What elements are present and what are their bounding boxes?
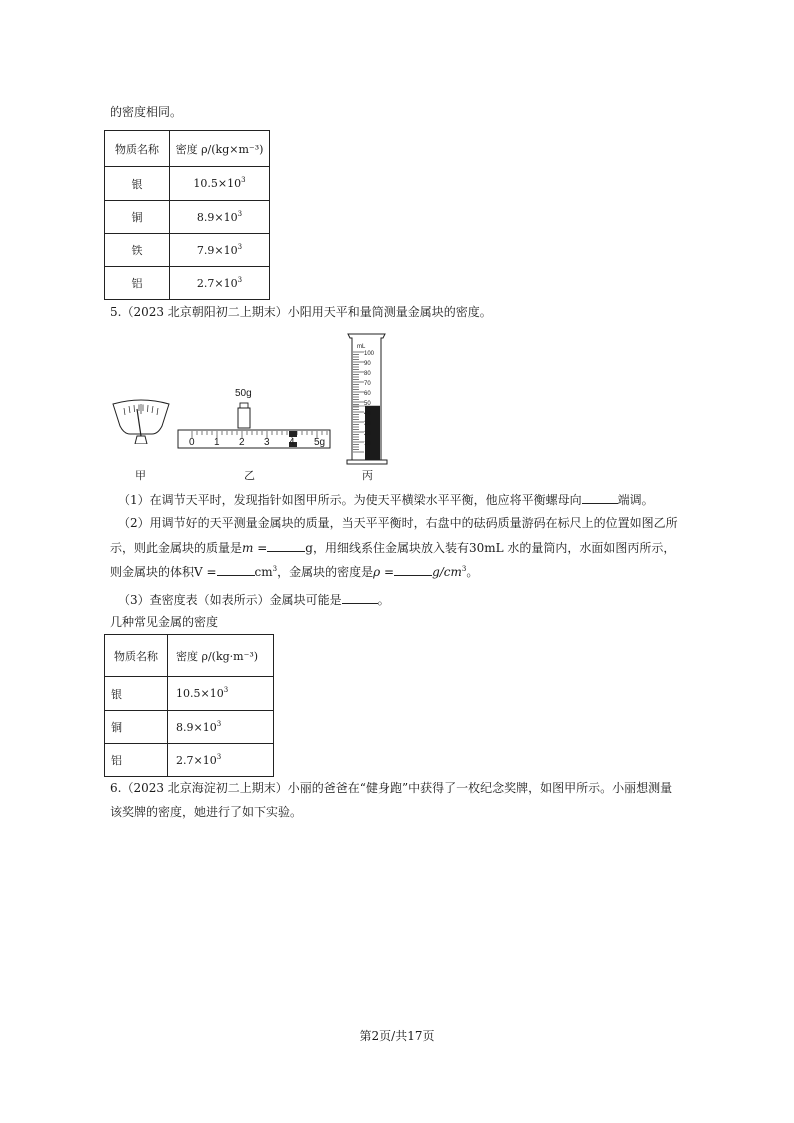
table1-cell-name: 银 xyxy=(105,167,170,201)
table1-mantissa: 10.5×10 xyxy=(193,177,242,190)
q5-sub3 xyxy=(118,591,390,608)
density-table-2 xyxy=(104,634,274,777)
cylinder-tick-label: 40 xyxy=(364,411,371,417)
cylinder-unit: mL xyxy=(357,344,366,350)
table1-cell-density xyxy=(170,201,270,234)
q5-density-text: ，金属块的密度是 xyxy=(277,565,374,579)
q5-sub2-end: 。 xyxy=(466,565,479,579)
cylinder-tick-label: 70 xyxy=(364,381,371,387)
ruler-tick-label-3: 3 xyxy=(264,437,270,448)
q5-sub2-text: 示，则此金属块的质量是 xyxy=(110,541,243,555)
table1-cell-name: 铜 xyxy=(105,201,170,234)
cylinder-tick-label: 50 xyxy=(364,401,371,407)
table1-exponent: 3 xyxy=(237,209,243,218)
table2-cell-density xyxy=(168,744,274,777)
q5-sub1 xyxy=(118,491,654,508)
table1-exponent: 3 xyxy=(241,176,246,184)
q6-line1: 6.（2023 北京海淀初二上期末）小丽的爸爸在“健身跑”中获得了一枚纪念奖牌，如图甲所示。小丽想测量 xyxy=(110,781,673,795)
cylinder-tick-label: 90 xyxy=(364,361,371,367)
ruler-tick-label-0: 0 xyxy=(189,437,195,448)
q5-sub2-line3 xyxy=(110,563,478,580)
q5-sub3-end: 。 xyxy=(377,593,390,607)
table2-mantissa: 8.9×10 xyxy=(176,720,217,734)
q5-title: 5.（2023 北京朝阳初二上期末）小阳用天平和量筒测量金属块的密度。 xyxy=(110,305,492,319)
table1-header-name: 物质名称 xyxy=(105,131,170,167)
table1-cell-name: 铝 xyxy=(105,267,170,300)
table2-exponent: 3 xyxy=(216,719,222,728)
rho-symbol: ρ = xyxy=(373,565,395,579)
table2-exponent: 3 xyxy=(216,752,222,761)
label-bing: 丙 xyxy=(362,469,373,482)
label-yi: 乙 xyxy=(244,469,255,482)
q5-density-blank[interactable] xyxy=(394,563,432,576)
q5-mass-blank[interactable] xyxy=(267,539,305,552)
ruler-tick-label-5: 5g xyxy=(314,437,326,448)
ruler-tick-label-1: 1 xyxy=(214,437,220,448)
table1-cell-name: 铁 xyxy=(105,234,170,267)
q5-volume-text: 则金属块的体积V = xyxy=(110,565,217,579)
q5-volume-blank[interactable] xyxy=(217,563,255,576)
weight-label: 50g xyxy=(235,388,252,399)
q5-sub2-line2 xyxy=(110,539,675,556)
q5-sub1-end: 端调。 xyxy=(617,493,654,507)
q5-sub1-text: （1）在调节天平时，发现指针如图甲所示。为使天平横梁水平平衡，他应将平衡螺母向 xyxy=(118,493,582,507)
volume-exponent: 3 xyxy=(272,565,278,573)
cylinder-tick-label: 30 xyxy=(364,421,371,427)
table2-mantissa: 2.7×10 xyxy=(176,753,217,767)
table2-cell-name: 银 xyxy=(105,677,168,711)
table1-mantissa: 8.9×10 xyxy=(196,210,238,224)
mass-symbol: m = xyxy=(242,541,268,555)
ruler-tick-label-4: 4 xyxy=(289,437,295,448)
page-footer: 第2页/共17页 xyxy=(359,1029,435,1043)
table2-header-name: 物质名称 xyxy=(105,635,168,677)
cylinder-tick-label: 60 xyxy=(364,391,371,397)
q5-density-unit: g/cm xyxy=(432,565,462,579)
table1-cell-density xyxy=(170,167,270,201)
q5-volume-unit: cm xyxy=(254,565,273,579)
q5-sub3-text: （3）查密度表（如表所示）金属块可能是 xyxy=(118,593,342,607)
q5-sub1-blank[interactable] xyxy=(582,491,618,504)
q5-sub3-blank[interactable] xyxy=(342,591,378,604)
table1-cell-density xyxy=(170,234,270,267)
density-exponent: 3 xyxy=(461,565,467,573)
density-table-1 xyxy=(104,130,270,300)
table2-mantissa: 10.5×10 xyxy=(176,687,224,700)
cylinder-tick-label: 80 xyxy=(364,371,371,377)
table1-exponent: 3 xyxy=(237,275,243,284)
cylinder-tick-label: 10 xyxy=(364,441,371,447)
table1-exponent: 3 xyxy=(237,242,243,251)
q5-sub2-line1: （2）用调节好的天平测量金属块的质量，当天平平衡时，右盘中的砝码质量游码在标尺上的位置如图乙所 xyxy=(118,516,678,530)
table2-header-density: 密度 ρ/(kg·m⁻³) xyxy=(168,635,274,677)
table2-exponent: 3 xyxy=(223,686,229,694)
figure-jia-dial xyxy=(110,398,172,444)
table1-mantissa: 2.7×10 xyxy=(196,276,238,290)
table2-cell-density xyxy=(168,711,274,744)
q5-sub2-text-2: g，用细线系住金属块放入装有30mL 水的量筒内，水面如图丙所示， xyxy=(305,541,676,555)
table2-caption: 几种常见金属的密度 xyxy=(110,615,219,629)
table2-cell-density xyxy=(168,677,274,711)
table2-cell-name: 铝 xyxy=(105,744,168,777)
cylinder-tick-label: 20 xyxy=(364,431,371,437)
table2-cell-name: 铜 xyxy=(105,711,168,744)
intro-text: 的密度相同。 xyxy=(110,105,183,119)
q6-line2: 该奖牌的密度，她进行了如下实验。 xyxy=(110,805,303,819)
cylinder-tick-label: 100 xyxy=(364,351,375,357)
table1-header-density: 密度 ρ/(kg×m⁻³) xyxy=(170,131,270,167)
table1-mantissa: 7.9×10 xyxy=(196,243,238,257)
table1-cell-density xyxy=(170,267,270,300)
ruler-tick-label-2: 2 xyxy=(239,437,245,448)
label-jia: 甲 xyxy=(135,469,146,482)
